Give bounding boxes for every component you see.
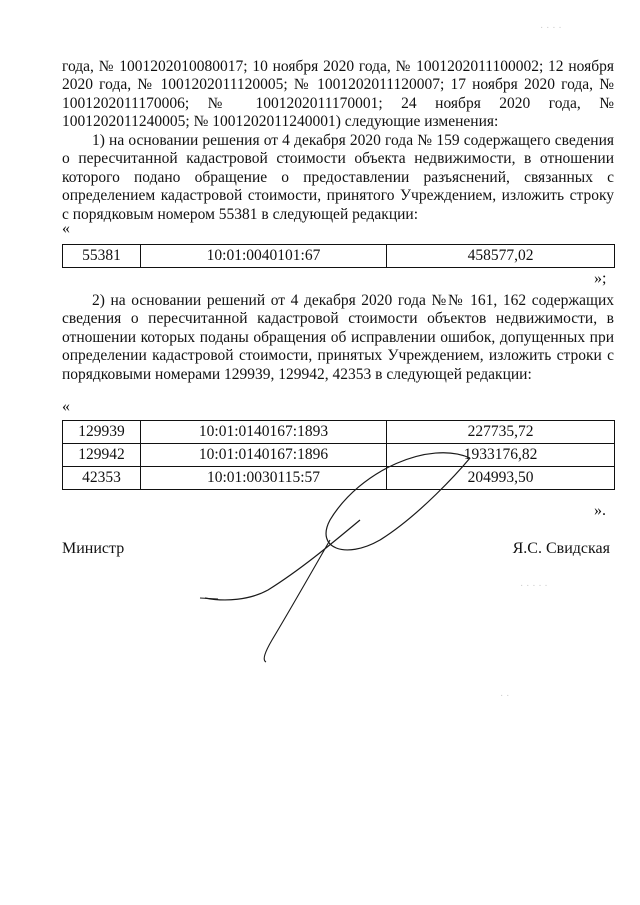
- item-1-open-quote: «: [62, 220, 70, 237]
- item-1-close-quote: »;: [594, 270, 607, 287]
- row-number-cell: 129942: [63, 444, 141, 467]
- cadastral-value-cell: 1933176,82: [387, 444, 615, 467]
- cadastral-value-cell: 204993,50: [387, 467, 615, 490]
- bleed-through-mark: · · · · ·: [520, 580, 548, 591]
- item-2-open-quote: «: [62, 398, 70, 415]
- cadastral-number-cell: 10:01:0030115:57: [141, 467, 387, 490]
- cadastral-number-cell: 10:01:0040101:67: [141, 245, 387, 268]
- cadastral-value-cell: 227735,72: [387, 421, 615, 444]
- cadastral-number-cell: 10:01:0140167:1893: [141, 421, 387, 444]
- row-number-cell: 55381: [63, 245, 141, 268]
- bleed-through-mark: · ·: [500, 690, 510, 701]
- row-number-cell: 129939: [63, 421, 141, 444]
- item-2-paragraph: 2) на основании решений от 4 декабря 2020 года №№ 161, 162 содержащих сведения о пересчитанной кадастровой стоимости объектов недвижимости, в отношении которых поданы обращения об исправлении ошибок, допущенных при определении кадастровой стоимости, принятых Учреждением, изложить строки с порядковыми номерами 129939, 129942, 42353 в следующей редакции:: [62, 292, 614, 383]
- cadastral-number-cell: 10:01:0140167:1896: [141, 444, 387, 467]
- signatory-position: Министр: [62, 540, 125, 557]
- cadastral-value-cell: 458577,02: [387, 245, 615, 268]
- intro-paragraph: года, № 1001202010080017; 10 ноября 2020 года, № 1001202011100002; 12 ноября 2020 года, № 1001202011120005; № 1001202011120007; 17 ноября 2020 года, № 1001202011170006; № 1001202011170001; 24 ноября 2020 года, № 1001202011240005; № 1001202011240001) следующие изменения:: [62, 58, 614, 131]
- item-2-close-quote: ».: [594, 502, 606, 519]
- signatory-name: Я.С. Свидская: [512, 540, 610, 557]
- bleed-through-mark: · · · ·: [540, 22, 562, 33]
- item-1-paragraph: 1) на основании решения от 4 декабря 2020 года № 159 содержащего сведения о пересчитанной кадастровой стоимости объекта недвижимости, в отношении которого подано обращение о предоставлении разъяснений, связанных с определением кадастровой стоимости, принятого Учреждением, изложить строку с порядковым номером 55381 в следующей редакции:: [62, 132, 614, 223]
- row-number-cell: 42353: [63, 467, 141, 490]
